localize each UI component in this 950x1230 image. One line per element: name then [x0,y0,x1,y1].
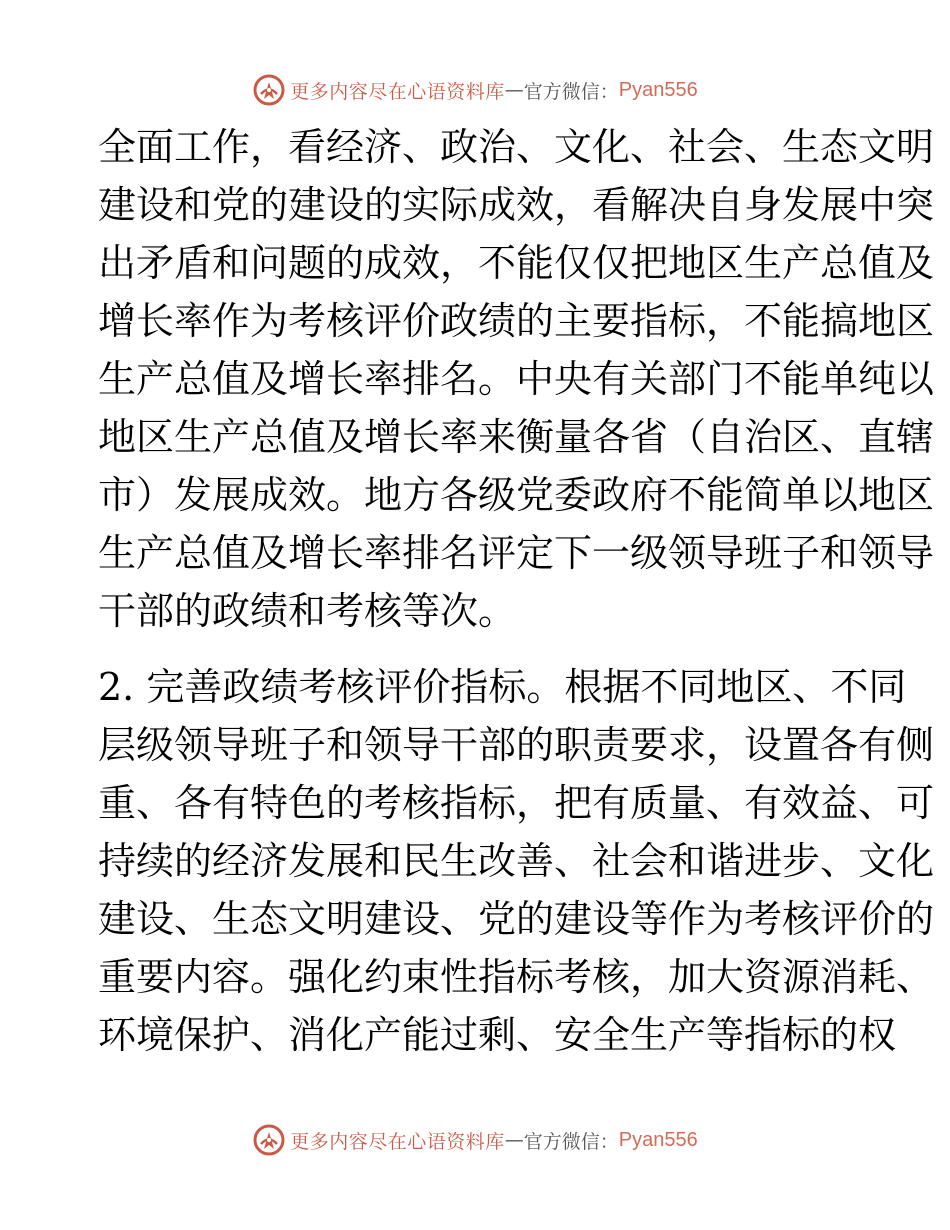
text-line: 增长率作为考核评价政绩的主要指标，不能搞地区 [98,299,935,343]
watermark-label: 官方微信： [523,80,619,103]
watermark-separator: — [504,79,524,101]
text-line: 层级领导班子和领导干部的职责要求，设置各有侧 [98,723,935,767]
text-line: 生产总值及增长率排名。中央有关部门不能单纯以 [98,357,935,401]
text-line: 地区生产总值及增长率来衡量各省（自治区、直辖 [98,415,935,459]
watermark-site-text: 更多内容尽在心语资料库 [290,80,505,103]
text-line: 2. 完善政绩考核评价指标。根据不同地区、不同 [98,665,907,709]
text-line: 市）发展成效。地方各级党委政府不能简单以地区 [98,473,935,517]
text-line: 全面工作，看经济、政治、文化、社会、生态文明 [98,125,935,169]
text-line: 重要内容。强化约束性指标考核，加大资源消耗、 [98,955,935,999]
text-line: 干部的政绩和考核等次。 [98,589,517,633]
text-line: 持续的经济发展和民生改善、社会和谐进步、文化 [98,839,935,883]
header-watermark [0,70,950,110]
watermark-handle: Pyan556 [618,78,698,101]
book-pen-logo-icon [252,73,286,107]
text-line: 建设和党的建设的实际成效，看解决自身发展中突 [98,183,935,227]
text-line: 环境保护、消化产能过剩、安全生产等指标的权 [98,1013,897,1057]
text-line: 重、各有特色的考核指标，把有质量、有效益、可 [98,781,935,825]
text-line: 出矛盾和问题的成效，不能仅仅把地区生产总值及 [98,241,935,285]
watermark-label: 官方微信： [523,1130,619,1153]
watermark-site-text: 更多内容尽在心语资料库 [290,1130,505,1153]
text-line: 生产总值及增长率排名评定下一级领导班子和领导 [98,531,935,575]
footer-watermark [0,1120,950,1160]
watermark-separator: — [504,1129,524,1151]
book-pen-logo-icon [252,1123,286,1157]
text-line: 建设、生态文明建设、党的建设等作为考核评价的 [98,897,935,941]
watermark-handle: Pyan556 [618,1128,698,1151]
